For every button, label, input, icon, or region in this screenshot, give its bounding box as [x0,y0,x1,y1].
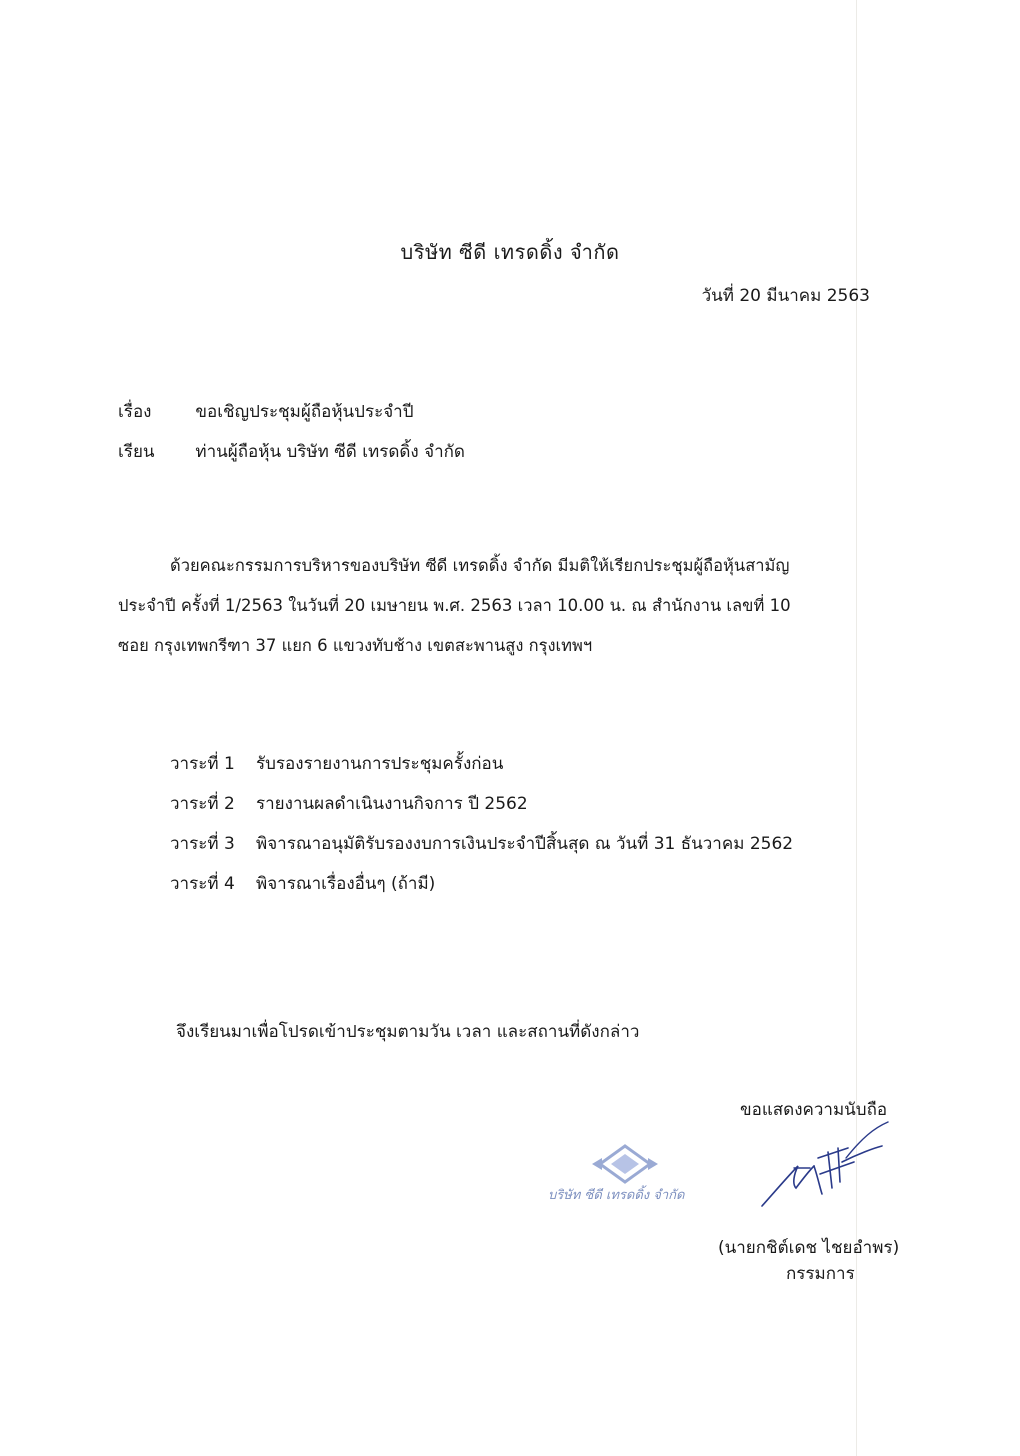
recipient-text: ท่านผู้ถือหุ้น บริษัท ซีดี เทรดดิ้ง จำกัด [195,442,465,462]
subject-label: เรื่อง [118,402,152,422]
signer-name: (นายกชิต์เดช ไชยอำพร) [718,1238,900,1258]
recipient-label: เรียน [118,442,155,462]
body-line: ด้วยคณะกรรมการบริหารของบริษัท ซีดี เทรดดิ้ง จำกัด มีมติให้เรียกประชุมผู้ถือหุ้นสามัญ [170,556,790,575]
agenda-list [170,744,793,904]
company-logo-icon [590,1142,660,1186]
redacted-logo-area [497,186,605,224]
regards-line: ขอแสดงความนับถือ [740,1100,888,1120]
closing-line: จึงเรียนมาเพื่อโปรดเข้าประชุมตามวัน เวลา และสถานที่ดังกล่าว [176,1022,640,1042]
agenda-text: รายงานผลดำเนินงานกิจการ ปี 2562 [256,794,528,814]
subject-row [118,398,414,425]
agenda-item [170,744,793,784]
agenda-number: วาระที่ 2 [170,794,235,814]
agenda-text: พิจารณาอนุมัติรับรองงบการเงินประจำปีสิ้นสุด ณ วันที่ 31 ธันวาคม 2562 [256,834,794,854]
agenda-number: วาระที่ 4 [170,874,235,894]
body-line: ประจำปี ครั้งที่ 1/2563 ในวันที่ 20 เมษายน พ.ศ. 2563 เวลา 10.00 น. ณ สำนักงาน เลขที่ 10 [118,596,791,615]
subject-text: ขอเชิญประชุมผู้ถือหุ้นประจำปี [195,402,414,422]
agenda-number: วาระที่ 3 [170,834,235,854]
agenda-number: วาระที่ 1 [170,754,235,774]
signer-position: กรรมการ [786,1264,855,1284]
letter-date: วันที่ 20 มีนาคม 2563 [701,286,870,306]
agenda-item [170,784,793,824]
agenda-item [170,864,793,904]
body-line: ซอย กรุงเทพกรีฑา 37 แยก 6 แขวงทับช้าง เขตสะพานสูง กรุงเทพฯ [118,636,593,655]
stamp-text: บริษัท ซีดี เทรดดิ้ง จำกัด [548,1188,685,1203]
recipient-row [118,438,465,465]
company-title: บริษัท ซีดี เทรดดิ้ง จำกัด [400,240,620,264]
agenda-text: พิจารณาเรื่องอื่นๆ (ถ้ามี) [256,874,436,894]
agenda-text: รับรองรายงานการประชุมครั้งก่อน [256,754,504,774]
body-paragraph [118,546,918,666]
agenda-item [170,824,793,864]
signature-icon [758,1118,898,1214]
